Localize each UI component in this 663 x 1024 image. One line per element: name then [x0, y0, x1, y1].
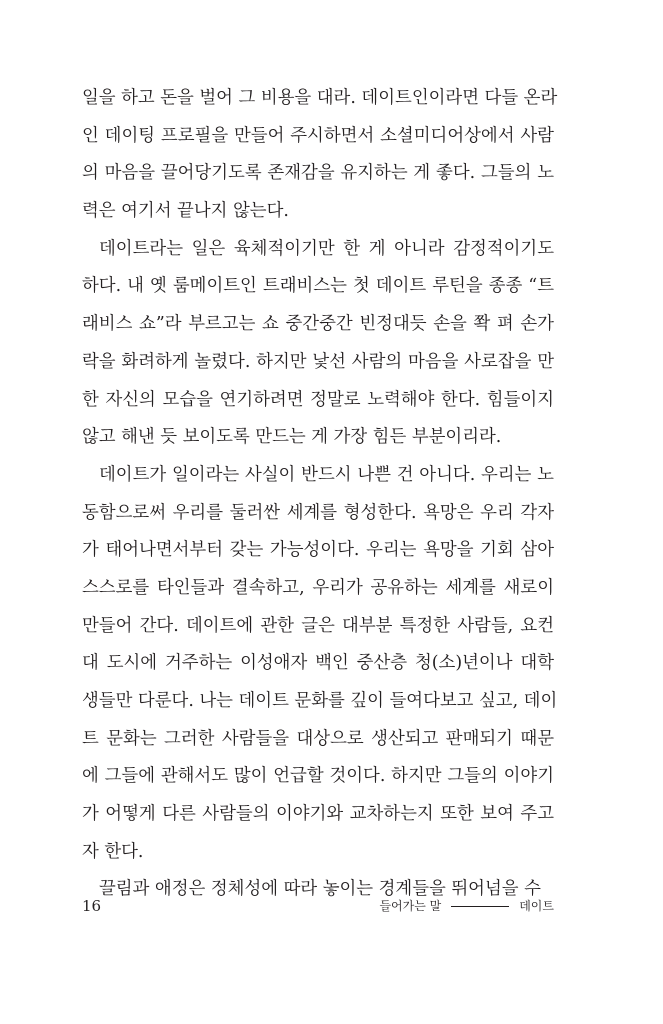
paragraph [82, 231, 554, 457]
text-line: 스스로를 타인들과 결속하고, 우리가 공유하는 세계를 새로이 [82, 577, 554, 598]
text-line: 자 한다. [82, 841, 144, 862]
body-text [82, 80, 558, 909]
running-head-rule [451, 906, 509, 907]
text-line: 생들만 다룬다. 나는 데이트 문화를 깊이 들여다보고 싶고, 데이 [82, 691, 558, 711]
text-line: 트 문화는 그러한 사람들을 대상으로 생산되고 판매되기 때문 [82, 728, 554, 749]
text-line: 하다. 내 옛 룸메이트인 트래비스는 첫 데이트 루틴을 종종 “트 [82, 276, 554, 297]
text-line: 래비스 쇼”라 부르고는 쇼 중간중간 빈정대듯 손을 쫙 펴 손가 [82, 314, 554, 335]
paragraphs [82, 80, 558, 909]
text-line: 인 데이팅 프로필을 만들어 주시하면서 소셜미디어상에서 사람 [82, 125, 554, 146]
text-line: 데이트라는 일은 육체적이기만 한 게 아니라 감정적이기도 [99, 238, 554, 259]
running-head-chapter: 데이트 [519, 899, 554, 913]
text-line: 데이트가 일이라는 사실이 반드시 나쁜 건 아니다. 우리는 노 [99, 464, 554, 485]
text-line: 않고 해낸 듯 보이도록 만드는 게 가장 힘든 부분이리라. [82, 427, 502, 448]
running-head-section: 들어가는 말 [379, 899, 442, 913]
page-number: 16 [82, 897, 102, 915]
paragraph [82, 80, 558, 231]
text-line: 가 어떻게 다른 사람들의 이야기와 교차하는지 또한 보여 주고 [82, 804, 554, 825]
page-footer [82, 896, 554, 916]
text-line: 에 그들에 관해서도 많이 언급할 것이다. 하지만 그들의 이야기 [82, 766, 554, 787]
text-line: 락을 화려하게 놀렸다. 하지만 낯선 사람의 마음을 사로잡을 만 [82, 351, 554, 372]
text-line: 만들어 간다. 데이트에 관한 글은 대부분 특정한 사람들, 요컨 [82, 615, 554, 636]
text-line: 대 도시에 거주하는 이성애자 백인 중산층 청(소)년이나 대학 [82, 653, 554, 674]
running-head [379, 896, 554, 916]
text-line: 동함으로써 우리를 둘러싼 세계를 형성한다. 욕망은 우리 각자 [82, 502, 554, 523]
text-line: 한 자신의 모습을 연기하려면 정말로 노력해야 한다. 힘들이지 [82, 389, 554, 410]
text-line: 가 태어나면서부터 갖는 가능성이다. 우리는 욕망을 기회 삼아 [82, 540, 554, 561]
text-line: 일을 하고 돈을 벌어 그 비용을 대라. 데이트인이라면 다들 온라 [82, 88, 558, 108]
paragraph [82, 457, 558, 872]
text-line: 끌림과 애정은 정체성에 따라 놓이는 경계들을 뛰어넘을 수 [99, 879, 541, 900]
text-line: 력은 여기서 끝나지 않는다. [82, 201, 289, 222]
text-line: 의 마음을 끌어당기도록 존재감을 유지하는 게 좋다. 그들의 노 [82, 163, 554, 184]
